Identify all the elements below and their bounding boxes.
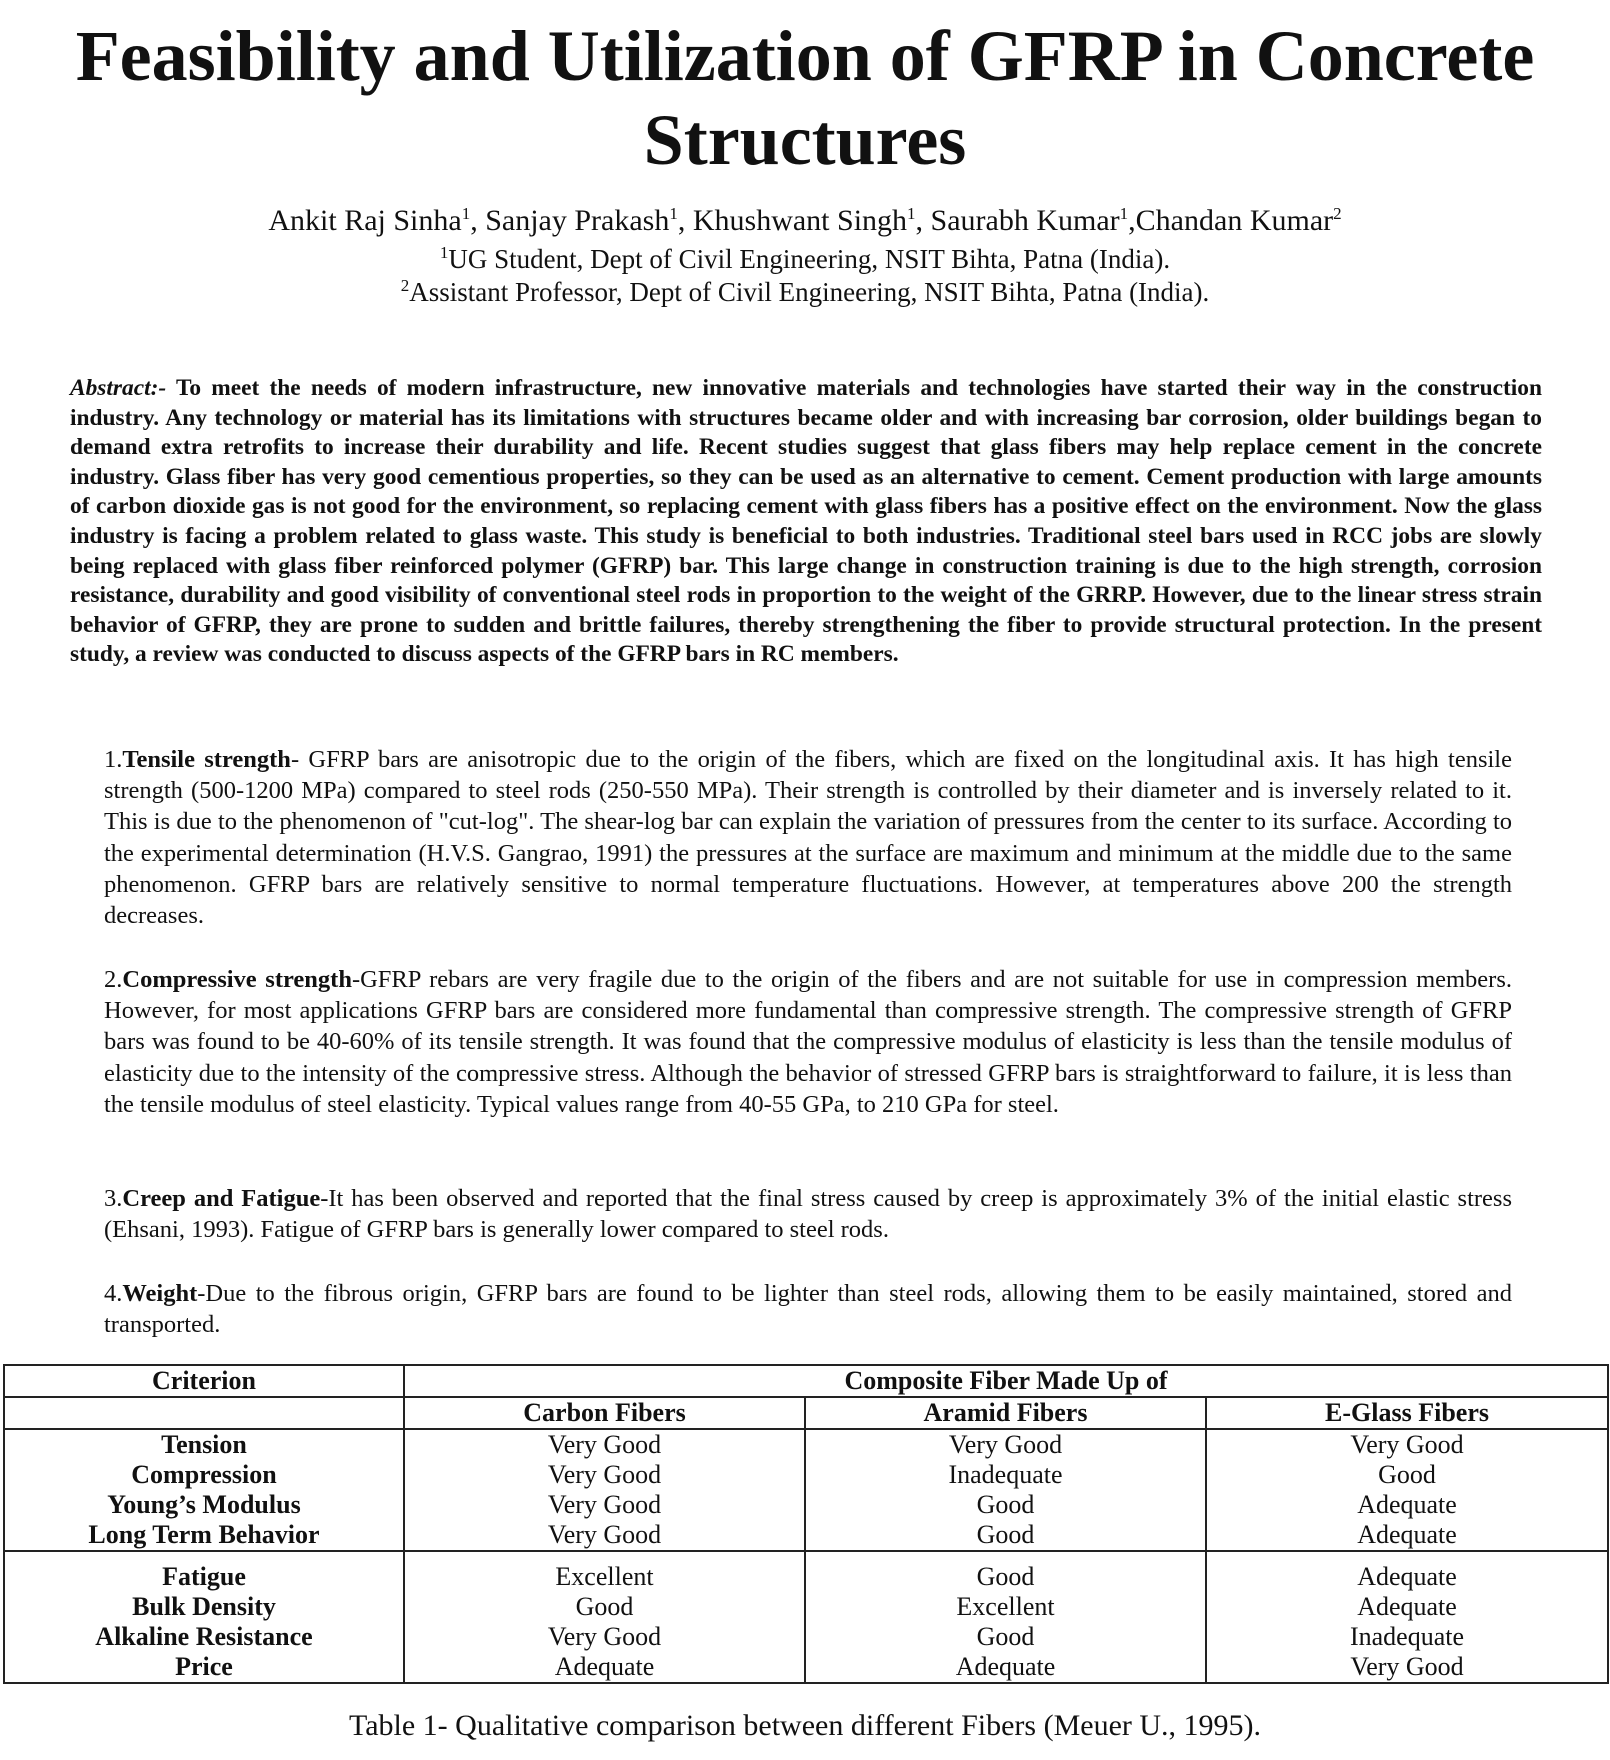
section-creep-fatigue: 3.Creep and Fatigue-It has been observed and reported that the final stress caused by creep is approximately 3% of the initial elastic stress (Ehsani, 1993). Fatigue of GFRP bars is generally lower compared to steel rods. [104, 1185, 1512, 1244]
table-subheader-row [4, 1397, 1608, 1429]
table-cell: Very Good [404, 1460, 805, 1490]
table-cell: Good [805, 1490, 1206, 1520]
table-cell: Inadequate [1206, 1622, 1608, 1652]
criterion-cell: Compression [4, 1460, 404, 1490]
group-header: Composite Fiber Made Up of [404, 1365, 1608, 1397]
table-cell: Good [1206, 1460, 1608, 1490]
table-cell: Adequate [805, 1652, 1206, 1683]
table-cell: Adequate [404, 1652, 805, 1683]
table-cell: Very Good [404, 1490, 805, 1520]
abstract-label: Abstract:- [70, 375, 167, 401]
criterion-cell: Price [4, 1652, 404, 1683]
author: Chandan Kumar$^2$ [1135, 204, 1342, 237]
table-row [4, 1652, 1608, 1683]
abstract [70, 374, 1542, 670]
table-row [4, 1551, 1608, 1592]
table-row [4, 1490, 1608, 1520]
table-cell: Very Good [1206, 1652, 1608, 1683]
abstract-text: To meet the needs of modern infrastructure, new innovative materials and technologies have started their way in the construction industry. Any technology or material has its limitations with structures became older and with increasing bar corrosion, older buildings began to demand extra retrofits to increase their durability and life. Recent studies suggest that glass fibers may help replace cement in the concrete industry. Glass fiber has very good cementious properties, so they can be used as an alternative to cement. Cement production with large amounts of carbon dioxide gas is not good for the environment, so replacing cement with glass fibers has a positive effect on the environment. Now the glass industry is facing a problem related to glass waste. This study is beneficial to both industries. Traditional steel bars used in RCC jobs are slowly being replaced with glass fiber reinforced polymer (GFRP) bar. This large change in construction training is due to the high strength, corrosion resistance, durability and good visibility of conventional steel rods in proportion to the weight of the GRRP. However, due to the linear stress strain behavior of GFRP, they are prone to sudden and brittle failures, thereby strengthening the fiber to provide structural protection. In the present study, a review was conducted to discuss aspects of the GFRP bars in RC members. [70, 375, 1542, 668]
affiliation-2: $^2$Assistant Professor, Dept of Civil Engineering, NSIT Bihta, Patna (India). [400, 276, 1210, 307]
section-tensile-strength: 1.Tensile strength- GFRP bars are anisotropic due to the origin of the fibers, which are fixed on the longitudinal axis. It has high tensile strength (500-1200 MPa) compared to steel rods (250-550 MPa). Their strength is controlled by their diameter and is inversely related to it. This is due to the phenomenon of "cut-log". The shear-log bar can explain the variation of pressures from the center to its surface. According to the experimental determination (H.V.S. Gangrao, 1991) the pressures at the surface are maximum and minimum at the middle due to the same phenomenon. GFRP bars are relatively sensitive to normal temperature fluctuations. However, at temperatures above 200 the strength decreases. [104, 746, 1512, 930]
table-row [4, 1622, 1608, 1652]
section-compressive-strength: 2.Compressive strength-GFRP rebars are very fragile due to the origin of the fibers and are not suitable for use in compression members. However, for most applications GFRP bars are considered more fundamental than compressive strength. The compressive strength of GFRP bars was found to be 40-60% of its tensile strength. It was found that the compressive modulus of elasticity is less than the tensile modulus of elasticity due to the intensity of the compressive stress. Although the behavior of stressed GFRP bars is straightforward to failure, it is less than the tensile modulus of steel elasticity. Typical values range from 40-55 GPa, to 210 GPa for steel. [104, 966, 1513, 1118]
column-header: Carbon Fibers [404, 1397, 805, 1429]
author: Khushwant Singh$^1$, [692, 204, 931, 237]
section-heading: Creep and Fatigue [122, 1185, 321, 1212]
table-cell: Excellent [805, 1592, 1206, 1622]
table-cell: Very Good [404, 1622, 805, 1652]
table-row [4, 1460, 1608, 1490]
affiliation-1: $^1$UG Student, Dept of Civil Engineering, NSIT Bihta, Patna (India). [439, 243, 1171, 274]
table-header-row [4, 1365, 1608, 1397]
table-cell: Good [805, 1551, 1206, 1592]
table-row [4, 1592, 1608, 1622]
table-row [4, 1520, 1608, 1551]
section-heading: Compressive strength [122, 966, 352, 993]
table-caption: Table 1- Qualitative comparison between different Fibers (Meuer U., 1995). [348, 1709, 1262, 1742]
criterion-cell: Young’s Modulus [4, 1490, 404, 1520]
criterion-cell: Tension [4, 1429, 404, 1460]
author: Saurabh Kumar$^1$, [930, 204, 1136, 237]
criterion-cell: Bulk Density [4, 1592, 404, 1622]
table-cell: Very Good [404, 1520, 805, 1551]
table-cell: Good [805, 1622, 1206, 1652]
criterion-cell: Fatigue [4, 1551, 404, 1592]
section-heading: Weight [122, 1280, 198, 1307]
table-cell: Adequate [1206, 1490, 1608, 1520]
criterion-cell: Alkaline Resistance [4, 1622, 404, 1652]
empty-cell [4, 1397, 404, 1429]
table-cell: Excellent [404, 1551, 805, 1592]
section-weight: 4.Weight-Due to the fibrous origin, GFRP bars are found to be lighter than steel rods, allowing them to be easily maintained, stored and transported. [104, 1280, 1512, 1339]
table-cell: Adequate [1206, 1592, 1608, 1622]
section-heading: Tensile strength [122, 746, 291, 773]
author-list [0, 202, 1610, 240]
table-row [4, 1429, 1608, 1460]
table-cell: Very Good [404, 1429, 805, 1460]
author: Ankit Raj Sinha$^1$, [268, 204, 486, 237]
column-header: Aramid Fibers [805, 1397, 1206, 1429]
column-header: E-Glass Fibers [1206, 1397, 1608, 1429]
table-cell: Good [404, 1592, 805, 1622]
table-cell: Adequate [1206, 1551, 1608, 1592]
table-cell: Very Good [1206, 1429, 1608, 1460]
criterion-header: Criterion [4, 1365, 404, 1397]
paper-title: Feasibility and Utilization of GFRP in Concrete Structures [75, 16, 1535, 180]
table-cell: Good [805, 1520, 1206, 1551]
criterion-cell: Long Term Behavior [4, 1520, 404, 1551]
table-cell: Very Good [805, 1429, 1206, 1460]
fiber-comparison-table [3, 1364, 1609, 1684]
table-cell: Inadequate [805, 1460, 1206, 1490]
table-cell: Adequate [1206, 1520, 1608, 1551]
author: Sanjay Prakash$^1$, [485, 204, 693, 237]
